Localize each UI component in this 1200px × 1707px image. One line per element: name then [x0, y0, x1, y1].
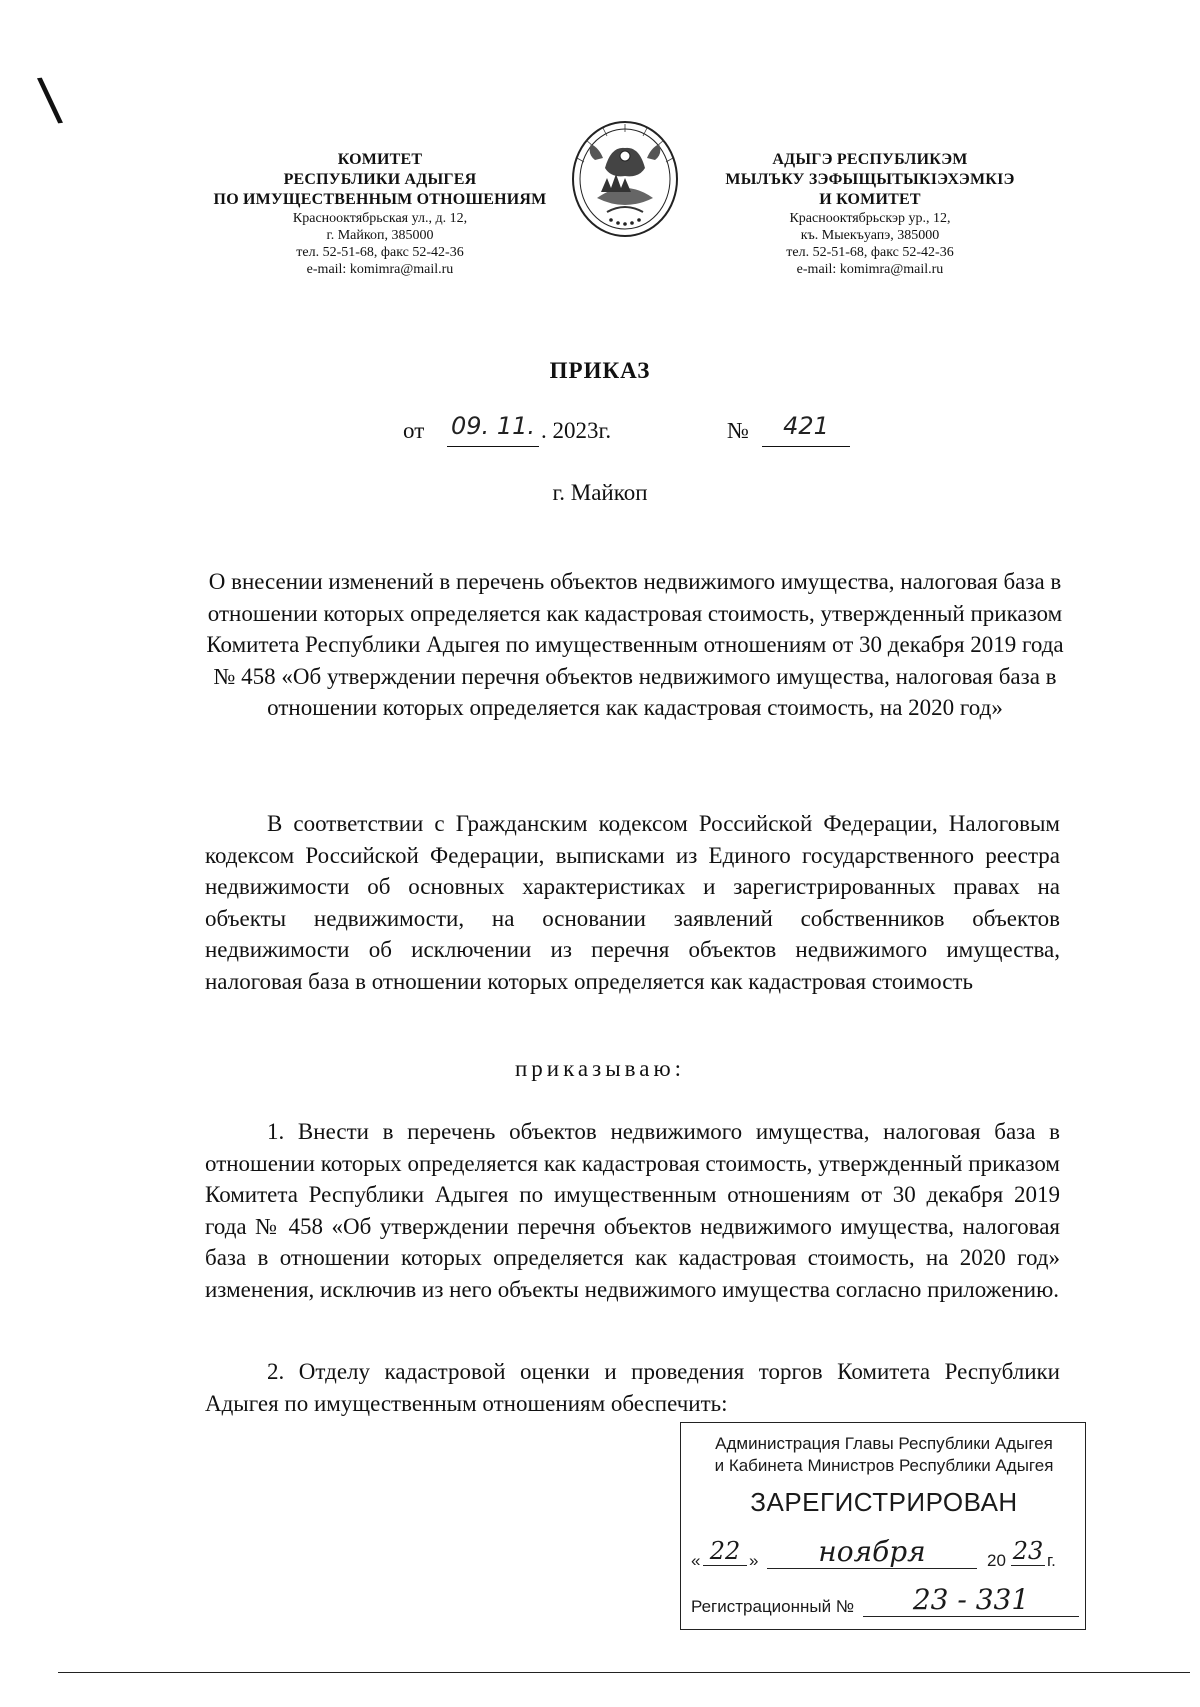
- stamp-date-line: [691, 1535, 1081, 1575]
- org-email-line: e-mail: komimra@mail.ru: [306, 262, 454, 277]
- number-label: №: [727, 418, 749, 443]
- page-bottom-rule: [58, 1672, 1190, 1673]
- handwritten-registration-number: 23 - 331: [863, 1583, 1079, 1617]
- org-name-russian: КОМИТЕТ РЕСПУБЛИКИ АДЫГЕЯ ПО ИМУЩЕСТВЕННЫМ ОТНОШЕНИЯМ: [213, 151, 547, 208]
- handwritten-month: ноября: [767, 1535, 977, 1569]
- quote-open: «: [691, 1551, 701, 1570]
- preamble-paragraph: В соответствии с Гражданским кодексом Российской Федерации, Налоговым кодексом Российской Федерации, выписками из Единого государственного реестра недвижимости об основных характеристиках и зарегистрированных правах на объекты недвижимости, на основании заявлений собственников объектов недвижимости об исключении из перечня объектов недвижимого имущества, налоговая база в отношении которых определяется как кадастровая стоимость: [205, 811, 1060, 994]
- stamp-registered-label: ЗАРЕГИСТРИРОВАН: [750, 1487, 1018, 1517]
- date-year: . 2023г.: [541, 418, 612, 443]
- year-suffix: г.: [1047, 1551, 1056, 1570]
- org-header-left: [200, 150, 560, 278]
- republic-emblem-icon: [571, 120, 679, 238]
- org-phone-line: тел. 52-51-68, факс 52-42-36: [296, 245, 464, 260]
- org-phone-line: тел. 52-51-68, факс 52-42-36: [786, 245, 954, 260]
- org-email-line: e-mail: komimra@mail.ru: [796, 262, 944, 277]
- org-address-line: къ. Мыекъуапэ, 385000: [800, 228, 940, 243]
- registration-number-label: Регистрационный №: [691, 1597, 855, 1616]
- handwritten-order-number: 421: [762, 412, 850, 447]
- date-prefix: от: [403, 418, 425, 443]
- corner-mark: \: [35, 63, 65, 135]
- org-name-adyghe: АДЫГЭ РЕСПУБЛИКЭМ МЫЛЪКУ ЗЭФЫЩЫТЫКIЭХЭМКIЭ И КОМИТЕТ: [725, 151, 1015, 208]
- handwritten-date: 09. 11.: [447, 412, 539, 447]
- stamp-header: [681, 1433, 1087, 1477]
- org-address-line: Краснооктябрьскэр ур., 12,: [789, 211, 951, 226]
- item-1-paragraph: 1. Внести в перечень объектов недвижимого имущества, налоговая база в отношении которых определяется как кадастровая стоимость, утвержденный приказом Комитета Республики Адыгея по имущественным отношениям от 30 декабря 2019 года № 458 «Об утверждении перечня объектов недвижимого имущества, налоговая база в отношении которых определяется как кадастровая стоимость, на 2020 год» изменения, исключив из него объекты недвижимого имущества согласно приложению.: [205, 1119, 1060, 1302]
- handwritten-day: 22: [703, 1537, 747, 1566]
- quote-close: »: [749, 1551, 759, 1570]
- decree-word: приказываю:: [514, 1056, 686, 1081]
- order-date-number-line: [0, 412, 1200, 452]
- org-header-right: [695, 150, 1045, 278]
- stamp-registration-number-line: [691, 1583, 1081, 1621]
- org-address-line: Краснооктябрьская ул., д. 12,: [292, 211, 468, 226]
- item-2-paragraph: 2. Отделу кадастровой оценки и проведения торгов Комитета Республики Адыгея по имущественным отношениям обеспечить:: [205, 1359, 1060, 1416]
- document-title: ПРИКАЗ: [549, 358, 651, 383]
- order-subject: О внесении изменений в перечень объектов недвижимого имущества, налоговая база в отношении которых определяется как кадастровая стоимость, утвержденный приказом Комитета Республики Адыгея по имущественным отношениям от 30 декабря 2019 года № 458 «Об утверждении перечня объектов недвижимого имущества, налоговая база в отношении которых определяется как кадастровая стоимость, на 2020 год»: [206, 569, 1064, 720]
- registration-stamp: [680, 1422, 1086, 1630]
- org-address-line: г. Майкоп, 385000: [326, 228, 434, 243]
- handwritten-year: 23: [1012, 1537, 1044, 1565]
- stamp-line: и Кабинета Министров Республики Адыгея: [714, 1456, 1054, 1475]
- city-line: г. Майкоп: [552, 480, 648, 505]
- year-century: 20: [987, 1551, 1006, 1570]
- stamp-line: Администрация Главы Республики Адыгея: [715, 1434, 1053, 1453]
